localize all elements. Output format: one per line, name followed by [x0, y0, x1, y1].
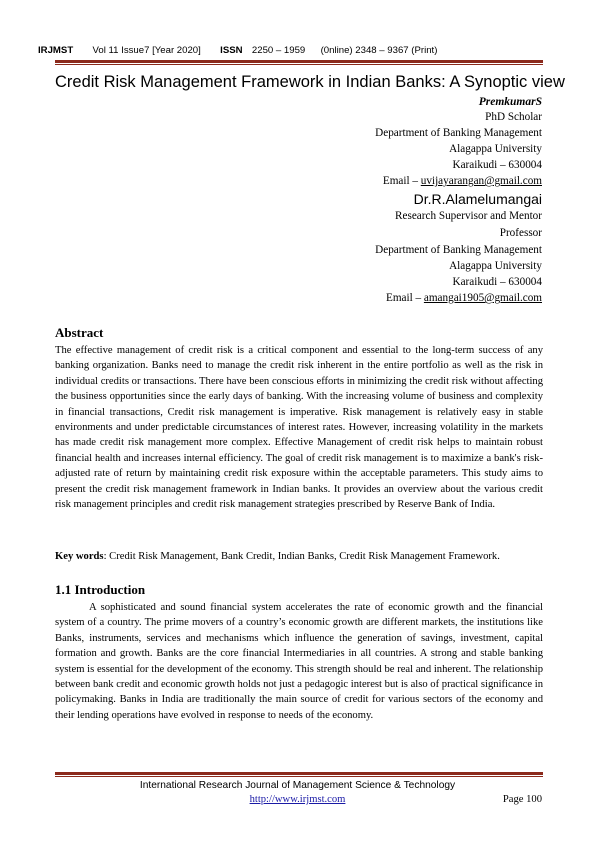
header-rule	[55, 60, 543, 63]
author2-role: Research Supervisor and Mentor	[395, 210, 542, 222]
issn-value: 2250 – 1959	[251, 45, 306, 56]
author2-city: Karaikudi – 630004	[452, 276, 542, 288]
author2-name: Dr.R.Alamelumangai	[413, 191, 542, 207]
introduction-body: A sophisticated and sound financial system accelerates the rate of economic growth and the financial system of a country. The prime movers of a country’s economic growth are different markets, the institutions like Banks, instruments, services and mechanisms which influence the generation of savings, investment, capital formation and growth. Banks are the core financial Intermediaries in all countries. A strong and stable banking system is essential for the development of the economy. This strength should be real and inherent. The relationship between bank credit and economic growth holds not just a pedagogic interest but is also of practical significance in policymaking. Banks in India are traditionally the main source of credit for various sectors of the economy and their lending operations have evolved in response to needs of the economy.	[55, 602, 543, 721]
keywords	[55, 550, 543, 564]
footer-journal-name: International Research Journal of Management Science & Technology	[139, 780, 456, 791]
author1-university: Alagappa University	[449, 143, 542, 155]
footer-rule-thin	[55, 776, 543, 777]
footer-url-link[interactable]: http://www.irjmst.com	[249, 794, 346, 805]
introduction-heading: 1.1 Introduction	[55, 582, 146, 597]
author1-city: Karaikudi – 630004	[452, 159, 542, 171]
author1-email-label: Email –	[382, 175, 421, 187]
keywords-label: Key words	[55, 551, 104, 562]
author2-title: Professor	[499, 227, 542, 239]
author1-email-line	[383, 175, 542, 187]
author2-email-label: Email –	[385, 292, 424, 304]
author2-email-line	[386, 292, 542, 304]
keywords-text: : Credit Risk Management, Bank Credit, Indian Banks, Credit Risk Management Framework.	[103, 551, 500, 562]
page-number: Page 100	[502, 794, 542, 805]
abstract-heading: Abstract	[55, 325, 104, 340]
abstract-body: The effective management of credit risk is a critical component and essential to the long-term success of any banking organization. Banks need to manage the credit risk inherent in the entire portfolio as well as the risk in individual credits or transactions. There have been conscious efforts in minimizing the credit risk without affecting the business opportunities since the early days of banking. With the increasing volume of business and complexity in financial transactions, Credit risk management is imperative. Risk management is relatively easy in stable environments and under predictable circumstances of interest rates. However, increasing volatility in the markets has made credit risk management more complex. Effective Management of credit risk helps to maintain robust financial health and increases internal efficiency. The goal of credit risk management is to maximize a bank's risk-adjusted rate of return by maintaining credit risk exposure within the acceptable parameters. This study aims to present the credit risk management framework in Indian banks. It provides an overview about the various credit risk management principles and credit risk management strategies prescribed by Reserve Bank of India.	[55, 345, 543, 511]
running-header	[38, 45, 437, 56]
online-issn: (0nline) 2348 – 9367 (Print)	[320, 45, 438, 56]
author1-name: PremkumarS	[478, 96, 542, 108]
author2-university: Alagappa University	[449, 260, 542, 272]
paper-title: Credit Risk Management Framework in Indian Banks: A Synoptic view	[55, 73, 565, 91]
author1-department: Department of Banking Management	[375, 127, 542, 139]
author2-email-link[interactable]: amangai1905@gmail.com	[423, 292, 542, 304]
issn-label: ISSN	[220, 45, 243, 56]
author2-department: Department of Banking Management	[375, 244, 542, 256]
journal-abbreviation: IRJMST	[38, 45, 74, 56]
volume-issue: Vol 11 Issue7 [Year 2020]	[92, 45, 201, 56]
header-rule-thin	[55, 64, 543, 65]
footer-rule	[55, 772, 543, 775]
author1-email-link[interactable]: uvijayarangan@gmail.com	[420, 175, 542, 187]
author1-role: PhD Scholar	[485, 111, 542, 123]
